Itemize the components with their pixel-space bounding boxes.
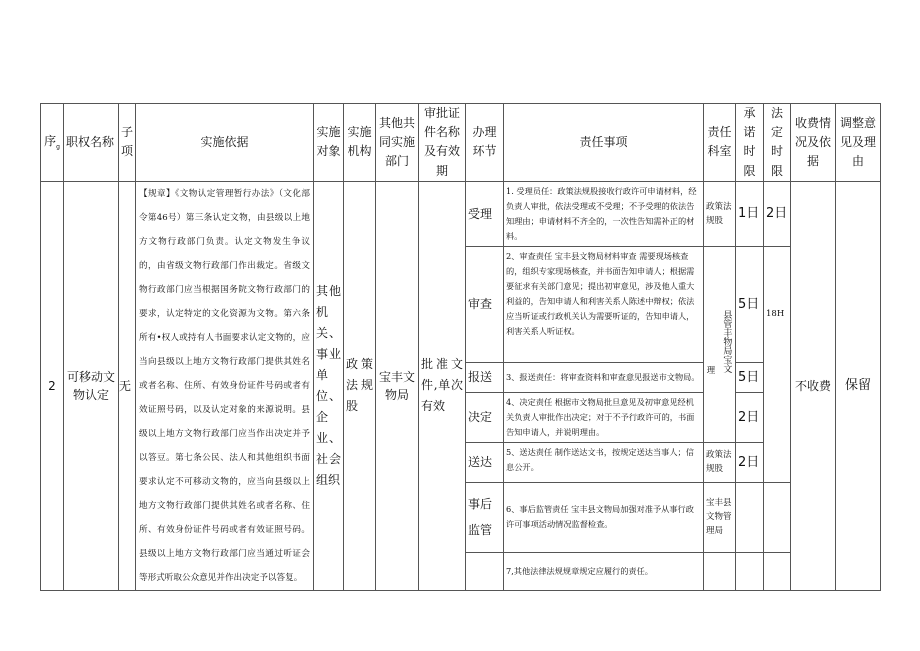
row-cert: 批准文件,单次有效: [419, 181, 466, 590]
header-cert: 审批证件名称及有效期: [419, 104, 466, 182]
duty-text: 2、审查责任 宝丰县文物局材料审查 需要现场核查的，组织专家现场核查，并书面告知申请人；根据需要征求有关部门意见；提出初审意见，涉及他人重大利益的，告知申请人和利害关系人陈述中辩权；依法应当听证或行政机关认为需要听证的，告知申请人，利害关系人听证权。: [504, 246, 704, 362]
header-fee: 收费情况及依据: [791, 104, 836, 182]
step-label: [466, 552, 504, 590]
promise-time: 2日: [736, 442, 764, 482]
header-duty: 责任事项: [504, 104, 704, 182]
legal-time-empty: [764, 552, 791, 590]
header-org: 实施机构: [344, 104, 376, 182]
duty-text: 4、决定责任 根据市文物局批旦意见及初审意见经机关负责人审批作出决定；对于不予行政许可的，书面告知申请人，并说明理由。: [504, 392, 704, 442]
step-label: 报送: [466, 362, 504, 392]
duty-text: 7,其他法律法规规章规定应履行的责任。: [504, 552, 704, 590]
step-label: 审查: [466, 246, 504, 362]
duty-text: 5、送达责任 制作送达文书，按规定送达当事人；信息公开。: [504, 442, 704, 482]
promise-time: 5日: [736, 246, 764, 362]
duty-text: 6、事后监管责任 宝丰县文物局加强对准予从事行政许可事项活动情况监督检查。: [504, 482, 704, 552]
header-promise: 承诺时限: [736, 104, 764, 182]
legal-time-empty: [764, 482, 791, 552]
header-legal: 法定时限: [764, 104, 791, 182]
promise-time: 5日: [736, 362, 764, 392]
header-sub: 子项: [119, 104, 136, 182]
promise-time: 2日: [736, 392, 764, 442]
header-step: 办理环节: [466, 104, 504, 182]
row-seq: 2: [41, 181, 64, 590]
promise-time: 1日: [736, 181, 764, 246]
header-seq: 序$_g$: [41, 104, 64, 182]
row-fee: 不收费: [791, 181, 836, 590]
header-dept: 责任科室: [704, 104, 736, 182]
dept-text: 政策法规股: [704, 181, 736, 246]
dept-text: 宝丰县文物管理局: [704, 482, 736, 552]
header-name: 职权名称: [64, 104, 119, 182]
header-co-dept: 其他共同实施部门: [376, 104, 419, 182]
dept-merged-a: 理: [706, 366, 716, 377]
header-row: [41, 104, 881, 182]
legal-time: 2日: [764, 181, 791, 246]
row-basis: 【规章】《文物认定管理暂行办法》（文化部令第46号）第三条认定文物，由县级以上地方文物行政部门负责。认定文物发生争议的，由省级文物行政部门作出裁定。省级文物行政部门应当根据国务院文物行政部门的要求，认定特定的文化资源为文物。第六条所有•权人或持有人书面要求认定文物的，应当向县级以上地方文物行政部门提供其姓名或者名称、住所、有效身份证件号码或者有效证照号码，以及认定对象的来源说明。县级以上地方文物行政部门应当作出决定并予以答豆。第七条公民、法人和其他组织书面要求认定不可移动文物的，应当向县级以上地方文物行政部门提供其姓名或者名称、住所、有效身份证件号码或者有效证照号码。县级以上地方文物行政部门应当通过听证会等形式听取公众意见并作出决定予以答复。: [136, 181, 314, 590]
duty-text: 1. 受理员任：政策法规股接收行政许可申请材料，经负责人审批，依法受理或不受理；不予受理的依法告知理由；申请材料不齐全的，一次性告知需补正的材料。: [504, 181, 704, 246]
row-name: 可移动文物认定: [64, 181, 119, 590]
header-basis: 实施依据: [136, 104, 314, 182]
legal-time: 18H: [764, 246, 791, 482]
row-org: 政策法规股: [344, 181, 376, 590]
duty-text: 3、报送责任：将审查资料和审查意见报送市文物局。: [504, 362, 704, 392]
promise-time: [736, 552, 764, 590]
header-adjust: 调整意见及理由: [836, 104, 881, 182]
table-row: [41, 181, 881, 246]
dept-text: [704, 552, 736, 590]
dept-merged: [704, 246, 736, 442]
row-target: 其他机关、事业单位、企业、社会组织: [314, 181, 344, 590]
authority-table: [40, 103, 881, 591]
step-label: 受理: [466, 181, 504, 246]
step-label: 决定: [466, 392, 504, 442]
dept-text: 政策法规股: [704, 442, 736, 482]
row-sub: 无: [119, 181, 136, 590]
promise-time: [736, 482, 764, 552]
header-target: 实施对象: [314, 104, 344, 182]
step-label: 事后监管: [466, 482, 504, 552]
row-adjust: 保留: [836, 181, 881, 590]
row-co-dept: 宝丰文物局: [376, 181, 419, 590]
step-label: 送达: [466, 442, 504, 482]
dept-merged-b: 县管丰物局宝文: [721, 310, 732, 374]
